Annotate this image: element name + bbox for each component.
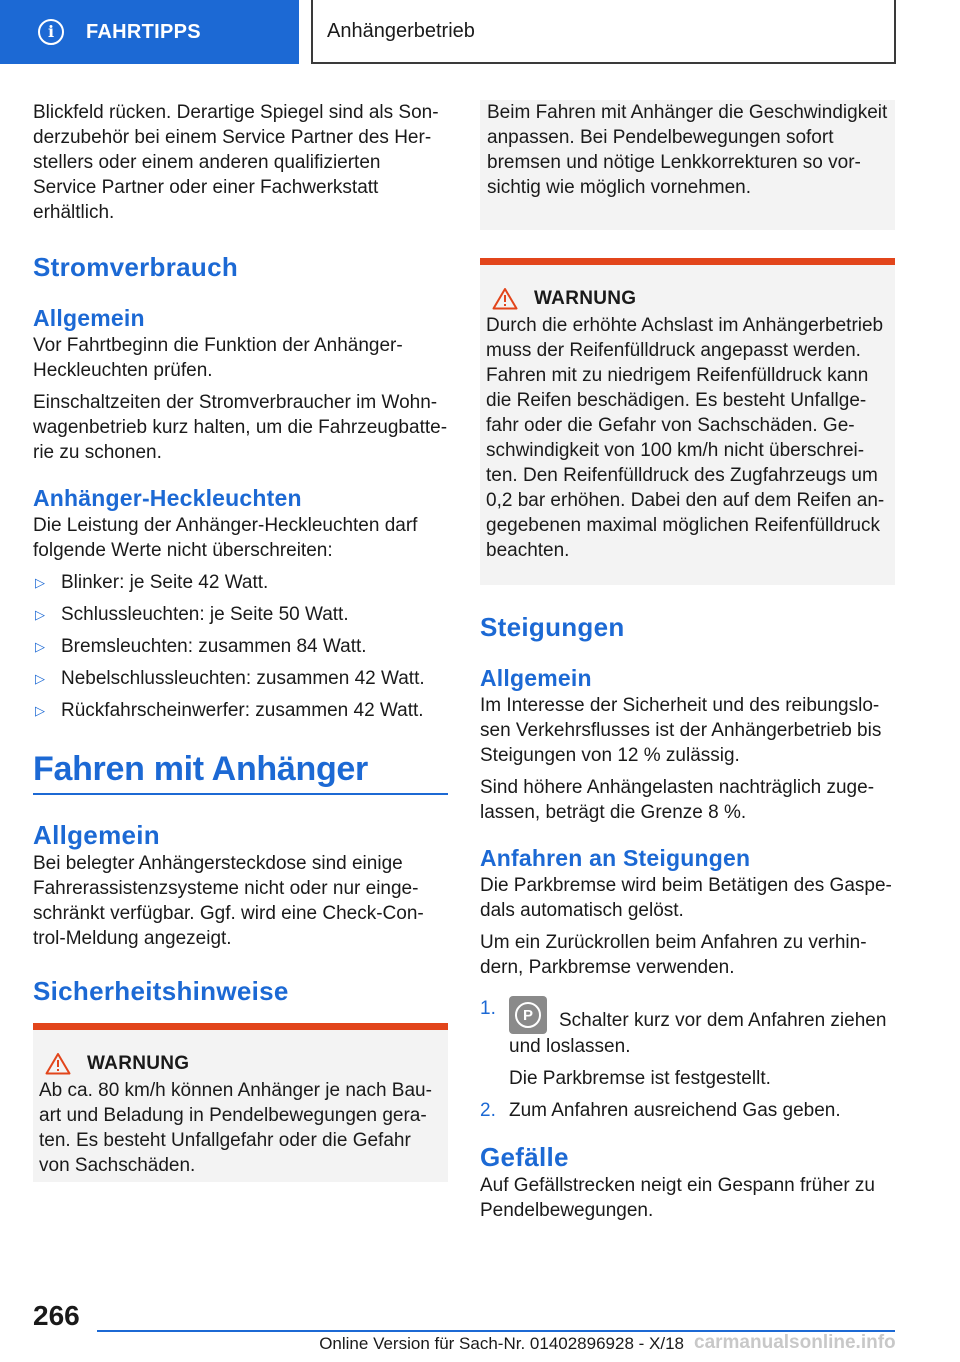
warning-label: WARNUNG xyxy=(87,1052,190,1074)
info-icon: i xyxy=(38,19,64,45)
warning-header xyxy=(39,1052,442,1075)
warning-triangle-icon xyxy=(45,1052,71,1075)
step-subtext: Die Parkbremse ist festgestellt. xyxy=(509,1068,771,1089)
list-item: ▷ Rückfahrscheinwerfer: zusammen 42 Watt. xyxy=(35,700,424,721)
paragraph: Um ein Zurückrollen beim Anfahren zu verhindern, Parkbremse verwenden. xyxy=(480,932,867,978)
step-number: 1. xyxy=(480,998,496,1019)
warning-triangle-icon xyxy=(492,287,518,310)
heading-allgemein: Allgemein xyxy=(33,820,160,850)
paragraph: Auf Gefällstrecken neigt ein Gespann früher zu Pendelbewegungen. xyxy=(480,1175,876,1221)
step-number: 2. xyxy=(480,1100,496,1121)
warning-text: Ab ca. 80 km/h können Anhänger je nach Bauart und Beladung in Pendelbewegungen geraten. Es besteht Unfallgefahr oder die Gefahr von Sachschäden. xyxy=(39,1080,432,1176)
warning-box xyxy=(480,258,895,585)
paragraph: Einschaltzeiten der Stromverbraucher im Wohnwagenbetrieb kurz halten, um die Fahrzeugbatterie zu schonen. xyxy=(33,392,448,463)
chapter-tab[interactable] xyxy=(0,0,299,64)
section-header xyxy=(311,0,896,64)
list-item: ▷ Schlussleuchten: je Seite 50 Watt. xyxy=(35,604,349,625)
heading-anfahren: Anfahren an Steigungen xyxy=(480,845,751,871)
heading-sicherheitshinweise: Sicherheitshinweise xyxy=(33,976,289,1006)
heading-allgemein: Allgemein xyxy=(480,665,592,691)
step-text: Schalter kurz vor dem Anfahren ziehen und loslassen. xyxy=(509,1010,887,1057)
paragraph: Die Leistung der Anhänger-Heckleuchten darf folgende Werte nicht überschreiten: xyxy=(33,515,418,561)
note-box xyxy=(480,100,895,230)
paragraph: Im Interesse der Sicherheit und des reibungslosen Verkehrsflusses ist der Anhängerbetrieb bis Steigungen von 12 % zulässig. xyxy=(480,695,882,766)
page-number: 266 xyxy=(33,1300,80,1331)
heading-stromverbrauch: Stromverbrauch xyxy=(33,252,239,282)
note-text: Beim Fahren mit Anhänger die Geschwindigkeit anpassen. Bei Pendelbewegungen sofort bremsen und nötige Lenkkorrekturen so vorsichtig wie möglich vornehmen. xyxy=(487,102,888,198)
triangle-bullet-icon: ▷ xyxy=(35,639,45,654)
watermark: carmanualsonline.info xyxy=(694,1332,896,1353)
warning-box xyxy=(33,1023,448,1182)
heading-rule xyxy=(33,793,448,795)
paragraph: Die Parkbremse wird beim Betätigen des Gaspedals automatisch gelöst. xyxy=(480,875,892,921)
list-item: ▷ Blinker: je Seite 42 Watt. xyxy=(35,572,269,593)
bullet-list xyxy=(33,570,448,723)
footer-online-version: Online Version für Sach-Nr. 01402896928 - X/18 xyxy=(319,1334,684,1353)
paragraph: Vor Fahrtbeginn die Funktion der Anhänger-Heckleuchten prüfen. xyxy=(33,335,403,381)
step-item xyxy=(480,996,895,1091)
list-item: ▷ Bremsleuchten: zusammen 84 Watt. xyxy=(35,636,367,657)
right-column xyxy=(480,100,895,1230)
triangle-bullet-icon: ▷ xyxy=(35,575,45,590)
step-item xyxy=(480,1098,895,1123)
triangle-bullet-icon: ▷ xyxy=(35,671,45,686)
heading-fahren-mit-anhaenger: Fahren mit Anhänger xyxy=(33,750,368,788)
warning-label: WARNUNG xyxy=(534,287,637,309)
section-title: Anhängerbetrieb xyxy=(327,19,475,42)
step-text: Zum Anfahren ausreichend Gas geben. xyxy=(509,1100,841,1121)
intro-paragraph: Blickfeld rücken. Derartige Spiegel sind als Sonderzubehör bei einem Service Partner des Herstellers oder einem anderen qualifizierten Service Partner oder einer Fachwerkstatt erhältlich. xyxy=(33,102,439,223)
heading-allgemein: Allgemein xyxy=(33,305,145,331)
heading-steigungen: Steigungen xyxy=(480,612,625,642)
warning-text: Durch die erhöhte Achslast im Anhängerbetrieb muss der Reifenfülldruck angepasst werden. Fahren mit zu niedrigem Reifenfülldruck kann die Reifen beschädigen. Es besteht Unfallgefahr oder die Gefahr von Sachschäden. Geschwindigkeit von 100 km/h nicht überschreiten. Den Reifenfülldruck des Zugfahrzeugs um 0,2 bar erhöhen. Dabei den auf dem Reifen angegebenen maximal möglichen Reifenfülldruck beachten. xyxy=(486,315,885,561)
triangle-bullet-icon: ▷ xyxy=(35,607,45,622)
heading-gefaelle: Gefälle xyxy=(480,1142,569,1172)
left-column xyxy=(33,100,448,1182)
heading-heckleuchten: Anhänger-Heckleuchten xyxy=(33,485,302,511)
chapter-label: FAHRTIPPS xyxy=(86,20,201,43)
step-list xyxy=(480,996,895,1123)
list-item: ▷ Nebelschlussleuchten: zusammen 42 Watt. xyxy=(35,668,425,689)
triangle-bullet-icon: ▷ xyxy=(35,703,45,718)
parking-brake-icon: P xyxy=(509,996,547,1034)
warning-header xyxy=(486,287,889,310)
paragraph: Bei belegter Anhängersteckdose sind einige Fahrerassistenzsysteme nicht oder nur eingeschränkt verfügbar. Ggf. wird eine Check-Control-Meldung angezeigt. xyxy=(33,853,424,949)
paragraph: Sind höhere Anhängelasten nachträglich zugelassen, beträgt die Grenze 8 %. xyxy=(480,777,875,823)
